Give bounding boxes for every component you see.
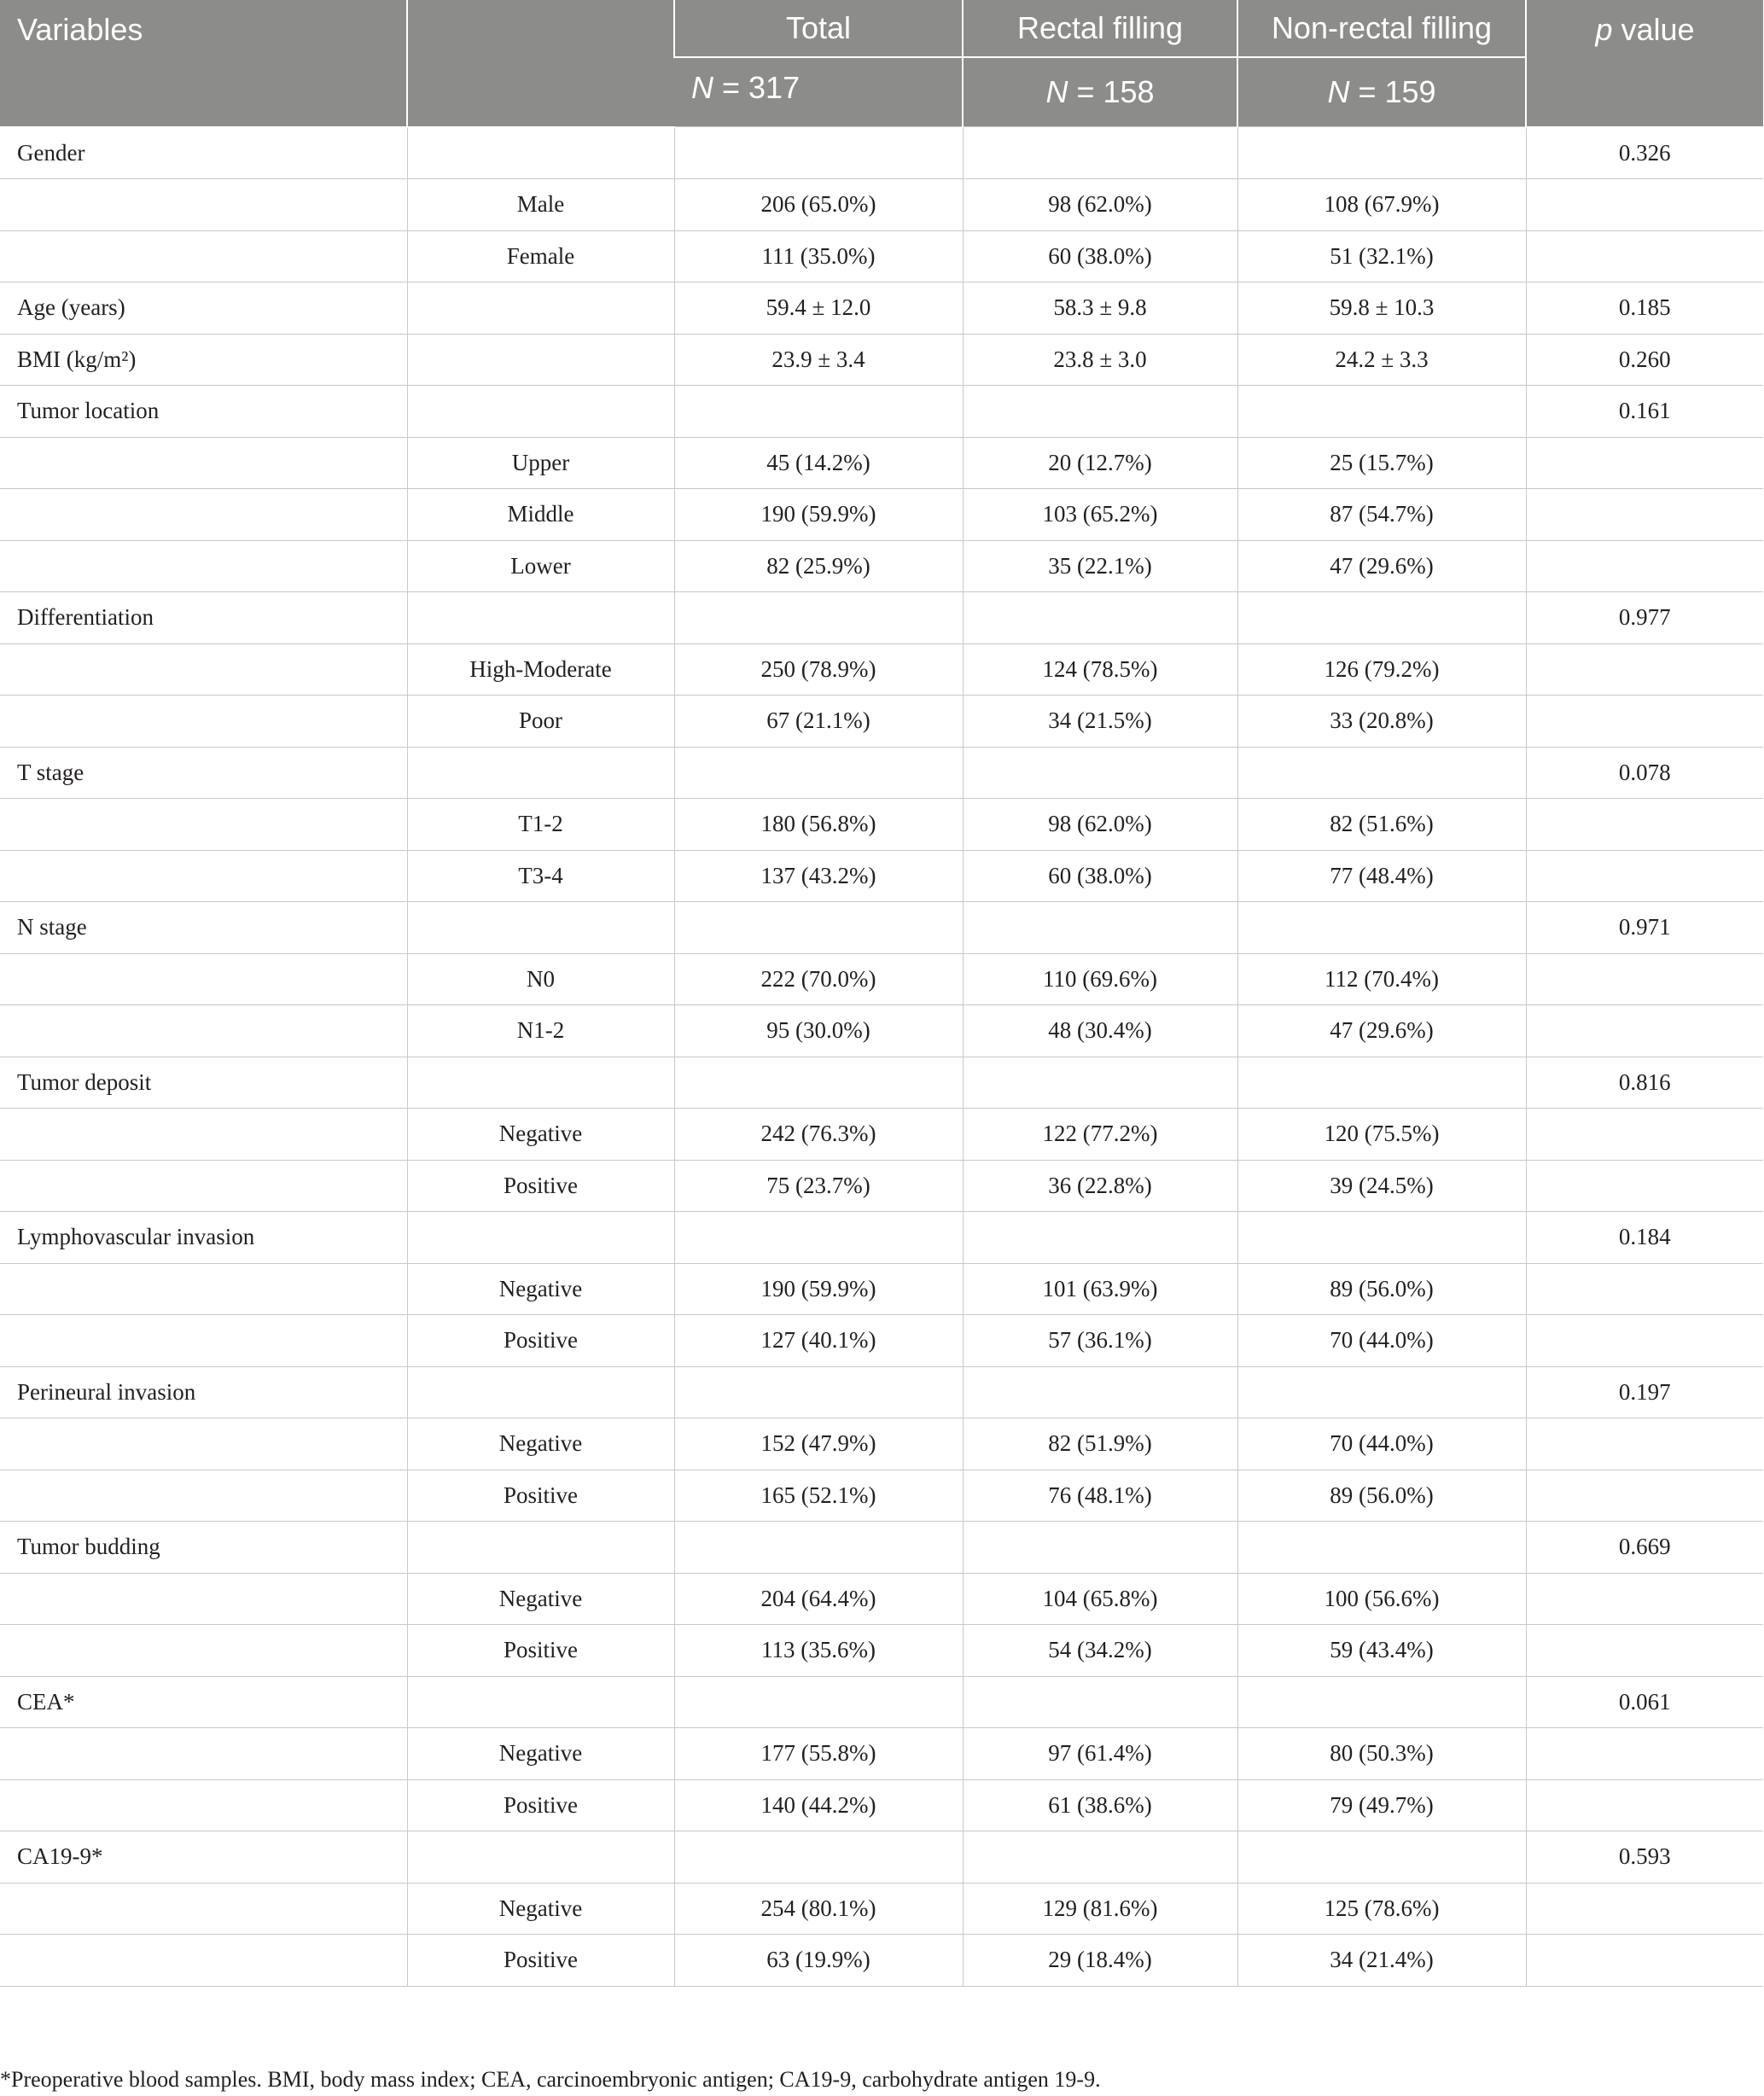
total-cell: 45 (14.2%): [674, 437, 963, 489]
total-cell: [674, 592, 963, 644]
rectal-filling-cell: 54 (34.2%): [963, 1625, 1237, 1677]
rectal-filling-cell: 129 (81.6%): [963, 1883, 1237, 1935]
total-cell: [674, 1057, 963, 1109]
non-rectal-filling-cell: 51 (32.1%): [1237, 230, 1526, 282]
subgroup-cell: Middle: [407, 489, 674, 541]
p-value-cell: 0.185: [1526, 282, 1763, 335]
table-row: [0, 1366, 1763, 1418]
total-cell: 177 (55.8%): [674, 1728, 963, 1780]
subgroup-cell: [407, 1676, 674, 1728]
p-value-cell: [1526, 540, 1763, 592]
p-value-cell: [1526, 1005, 1763, 1057]
header-variables: Variables: [0, 0, 407, 127]
table-row: [0, 1470, 1763, 1522]
subgroup-cell: Positive: [407, 1779, 674, 1831]
p-value-cell: [1526, 696, 1763, 748]
p-value-cell: 0.971: [1526, 902, 1763, 954]
rectal-filling-cell: 29 (18.4%): [963, 1935, 1237, 1987]
subgroup-cell: [407, 1057, 674, 1109]
subgroup-cell: Poor: [407, 696, 674, 748]
variable-cell: [0, 953, 407, 1005]
non-rectal-filling-cell: [1237, 1676, 1526, 1728]
p-value-cell: [1526, 1935, 1763, 1987]
non-rectal-filling-cell: 59.8 ± 10.3: [1237, 282, 1526, 335]
table-row: [0, 334, 1763, 386]
rectal-filling-cell: [963, 127, 1237, 179]
subgroup-cell: [407, 1522, 674, 1574]
p-value-cell: [1526, 1883, 1763, 1935]
variable-cell: CA19-9*: [0, 1831, 407, 1883]
table-row: [0, 953, 1763, 1005]
rectal-filling-cell: 36 (22.8%): [963, 1160, 1237, 1212]
table-row: [0, 1883, 1763, 1935]
non-rectal-filling-cell: 79 (49.7%): [1237, 1779, 1526, 1831]
p-value-cell: 0.326: [1526, 127, 1763, 179]
table-row: [0, 127, 1763, 179]
subgroup-cell: High-Moderate: [407, 643, 674, 696]
subgroup-cell: Negative: [407, 1883, 674, 1935]
subgroup-cell: Positive: [407, 1935, 674, 1987]
subgroup-cell: Positive: [407, 1315, 674, 1367]
table-row: [0, 643, 1763, 696]
p-value-cell: 0.078: [1526, 747, 1763, 799]
variable-cell: [0, 489, 407, 541]
rectal-filling-cell: [963, 1366, 1237, 1418]
n-value: = 159: [1349, 74, 1436, 109]
non-rectal-filling-cell: 77 (48.4%): [1237, 850, 1526, 902]
table-row: [0, 747, 1763, 799]
rectal-filling-cell: 101 (63.9%): [963, 1263, 1237, 1315]
subgroup-cell: Positive: [407, 1160, 674, 1212]
variable-cell: [0, 1005, 407, 1057]
subgroup-cell: Positive: [407, 1470, 674, 1522]
total-cell: 127 (40.1%): [674, 1315, 963, 1367]
variable-cell: [0, 643, 407, 696]
rectal-filling-cell: 98 (62.0%): [963, 179, 1237, 231]
table-row: [0, 1728, 1763, 1780]
non-rectal-filling-cell: 125 (78.6%): [1237, 1883, 1526, 1935]
table-row: [0, 1522, 1763, 1574]
rectal-filling-cell: [963, 1676, 1237, 1728]
non-rectal-filling-cell: [1237, 1366, 1526, 1418]
variable-cell: Tumor budding: [0, 1522, 407, 1574]
table-body: [0, 127, 1763, 1987]
total-cell: [674, 1831, 963, 1883]
n-symbol: N: [1327, 74, 1350, 109]
rectal-filling-cell: [963, 1057, 1237, 1109]
subgroup-cell: [407, 127, 674, 179]
p-value-cell: [1526, 1625, 1763, 1677]
header-p-value: [1526, 0, 1763, 127]
total-cell: 250 (78.9%): [674, 643, 963, 696]
p-value-cell: [1526, 1109, 1763, 1161]
table-row: [0, 1057, 1763, 1109]
rectal-filling-cell: 60 (38.0%): [963, 850, 1237, 902]
rectal-filling-cell: 48 (30.4%): [963, 1005, 1237, 1057]
p-value-cell: [1526, 799, 1763, 851]
header-rectal-filling: Rectal filling: [963, 0, 1237, 57]
non-rectal-filling-cell: 24.2 ± 3.3: [1237, 334, 1526, 386]
variable-cell: [0, 696, 407, 748]
total-cell: 95 (30.0%): [674, 1005, 963, 1057]
variable-cell: [0, 1779, 407, 1831]
non-rectal-filling-cell: [1237, 1522, 1526, 1574]
p-value-cell: 0.816: [1526, 1057, 1763, 1109]
total-cell: 63 (19.9%): [674, 1935, 963, 1987]
variable-cell: [0, 1625, 407, 1677]
total-cell: 190 (59.9%): [674, 1263, 963, 1315]
non-rectal-filling-cell: 34 (21.4%): [1237, 1935, 1526, 1987]
variable-cell: [0, 1263, 407, 1315]
rectal-filling-cell: 34 (21.5%): [963, 696, 1237, 748]
total-cell: 204 (64.4%): [674, 1573, 963, 1625]
subgroup-cell: [407, 747, 674, 799]
subgroup-cell: N0: [407, 953, 674, 1005]
non-rectal-filling-cell: 89 (56.0%): [1237, 1470, 1526, 1522]
p-value-cell: [1526, 1160, 1763, 1212]
non-rectal-filling-cell: 112 (70.4%): [1237, 953, 1526, 1005]
header-subgroup: [407, 0, 674, 127]
p-value-cell: [1526, 1418, 1763, 1470]
total-cell: 165 (52.1%): [674, 1470, 963, 1522]
variable-cell: [0, 1573, 407, 1625]
non-rectal-filling-cell: 33 (20.8%): [1237, 696, 1526, 748]
rectal-filling-cell: [963, 386, 1237, 438]
non-rectal-filling-cell: 59 (43.4%): [1237, 1625, 1526, 1677]
total-cell: 82 (25.9%): [674, 540, 963, 592]
subgroup-cell: [407, 282, 674, 335]
non-rectal-filling-cell: [1237, 1057, 1526, 1109]
p-value-cell: [1526, 1263, 1763, 1315]
table-row: [0, 1263, 1763, 1315]
variable-cell: Differentiation: [0, 592, 407, 644]
subgroup-cell: [407, 592, 674, 644]
total-cell: 140 (44.2%): [674, 1779, 963, 1831]
non-rectal-filling-cell: [1237, 127, 1526, 179]
variable-cell: T stage: [0, 747, 407, 799]
subgroup-cell: T1-2: [407, 799, 674, 851]
n-symbol: N: [691, 70, 713, 105]
table-header: [0, 0, 1763, 127]
table-row: [0, 179, 1763, 231]
variable-cell: Tumor deposit: [0, 1057, 407, 1109]
rectal-filling-cell: 61 (38.6%): [963, 1779, 1237, 1831]
subgroup-cell: Negative: [407, 1573, 674, 1625]
rectal-filling-cell: 122 (77.2%): [963, 1109, 1237, 1161]
non-rectal-filling-cell: [1237, 902, 1526, 954]
non-rectal-filling-cell: 120 (75.5%): [1237, 1109, 1526, 1161]
subgroup-cell: N1-2: [407, 1005, 674, 1057]
subgroup-cell: Positive: [407, 1625, 674, 1677]
variable-cell: N stage: [0, 902, 407, 954]
total-cell: 111 (35.0%): [674, 230, 963, 282]
non-rectal-filling-cell: 39 (24.5%): [1237, 1160, 1526, 1212]
p-value-cell: [1526, 489, 1763, 541]
p-value-cell: 0.161: [1526, 386, 1763, 438]
total-cell: 222 (70.0%): [674, 953, 963, 1005]
table-row: [0, 696, 1763, 748]
subgroup-cell: [407, 386, 674, 438]
variable-cell: Perineural invasion: [0, 1366, 407, 1418]
p-value-cell: [1526, 1779, 1763, 1831]
table-row: [0, 1109, 1763, 1161]
total-cell: 59.4 ± 12.0: [674, 282, 963, 335]
subgroup-cell: Upper: [407, 437, 674, 489]
non-rectal-filling-cell: [1237, 386, 1526, 438]
p-value-cell: [1526, 179, 1763, 231]
rectal-filling-cell: [963, 902, 1237, 954]
p-value-cell: 0.197: [1526, 1366, 1763, 1418]
table-row: [0, 1935, 1763, 1987]
subgroup-cell: [407, 1366, 674, 1418]
variable-cell: Tumor location: [0, 386, 407, 438]
rectal-filling-cell: 35 (22.1%): [963, 540, 1237, 592]
p-value-cell: [1526, 437, 1763, 489]
non-rectal-filling-cell: 47 (29.6%): [1237, 540, 1526, 592]
header-non-rectal-filling: Non-rectal filling: [1237, 0, 1526, 57]
rectal-filling-cell: 76 (48.1%): [963, 1470, 1237, 1522]
variable-cell: Age (years): [0, 282, 407, 335]
table-row: [0, 1779, 1763, 1831]
subgroup-cell: [407, 1212, 674, 1264]
total-cell: 242 (76.3%): [674, 1109, 963, 1161]
rectal-filling-cell: 58.3 ± 9.8: [963, 282, 1237, 335]
non-rectal-filling-cell: [1237, 592, 1526, 644]
n-value: = 317: [713, 70, 800, 105]
non-rectal-filling-cell: [1237, 747, 1526, 799]
subgroup-cell: [407, 334, 674, 386]
n-symbol: N: [1045, 74, 1068, 109]
table-row: [0, 799, 1763, 851]
variable-cell: [0, 1315, 407, 1367]
variable-cell: [0, 1935, 407, 1987]
total-cell: 190 (59.9%): [674, 489, 963, 541]
rectal-filling-cell: 124 (78.5%): [963, 643, 1237, 696]
rectal-filling-cell: 60 (38.0%): [963, 230, 1237, 282]
subgroup-cell: Female: [407, 230, 674, 282]
header-n-nonrectal: [1237, 57, 1526, 127]
p-value-cell: [1526, 230, 1763, 282]
non-rectal-filling-cell: 126 (79.2%): [1237, 643, 1526, 696]
rectal-filling-cell: 103 (65.2%): [963, 489, 1237, 541]
subgroup-cell: Male: [407, 179, 674, 231]
variable-cell: [0, 1728, 407, 1780]
table-footnote: *Preoperative blood samples. BMI, body mass index; CEA, carcinoembryonic antigen; CA19-9, carbohydrate antigen 19-9.: [0, 2067, 1101, 2092]
rectal-filling-cell: 104 (65.8%): [963, 1573, 1237, 1625]
header-total: Total: [674, 0, 963, 57]
p-value-cell: [1526, 1728, 1763, 1780]
rectal-filling-cell: [963, 1212, 1237, 1264]
p-value-cell: 0.061: [1526, 1676, 1763, 1728]
rectal-filling-cell: 82 (51.9%): [963, 1418, 1237, 1470]
total-cell: 254 (80.1%): [674, 1883, 963, 1935]
variable-cell: [0, 1109, 407, 1161]
header-n-rectal: [963, 57, 1237, 127]
non-rectal-filling-cell: 100 (56.6%): [1237, 1573, 1526, 1625]
table-row: [0, 1005, 1763, 1057]
rectal-filling-cell: 110 (69.6%): [963, 953, 1237, 1005]
rectal-filling-cell: 23.8 ± 3.0: [963, 334, 1237, 386]
total-cell: 180 (56.8%): [674, 799, 963, 851]
variable-cell: [0, 540, 407, 592]
p-value-cell: 0.669: [1526, 1522, 1763, 1574]
p-value-cell: [1526, 850, 1763, 902]
subgroup-cell: Negative: [407, 1263, 674, 1315]
subgroup-cell: Negative: [407, 1109, 674, 1161]
rectal-filling-cell: [963, 747, 1237, 799]
p-value-cell: 0.184: [1526, 1212, 1763, 1264]
variable-cell: CEA*: [0, 1676, 407, 1728]
total-cell: [674, 1676, 963, 1728]
variable-cell: [0, 437, 407, 489]
total-cell: 75 (23.7%): [674, 1160, 963, 1212]
non-rectal-filling-cell: 108 (67.9%): [1237, 179, 1526, 231]
variable-cell: Lymphovascular invasion: [0, 1212, 407, 1264]
table-row: [0, 489, 1763, 541]
variable-cell: [0, 799, 407, 851]
rectal-filling-cell: 98 (62.0%): [963, 799, 1237, 851]
total-cell: 137 (43.2%): [674, 850, 963, 902]
rectal-filling-cell: [963, 1522, 1237, 1574]
non-rectal-filling-cell: 89 (56.0%): [1237, 1263, 1526, 1315]
total-cell: [674, 1212, 963, 1264]
total-cell: 152 (47.9%): [674, 1418, 963, 1470]
total-cell: [674, 902, 963, 954]
total-cell: 67 (21.1%): [674, 696, 963, 748]
non-rectal-filling-cell: 80 (50.3%): [1237, 1728, 1526, 1780]
rectal-filling-cell: 97 (61.4%): [963, 1728, 1237, 1780]
header-p-italic: p: [1595, 12, 1613, 47]
non-rectal-filling-cell: 70 (44.0%): [1237, 1418, 1526, 1470]
header-p-rest: value: [1612, 12, 1695, 47]
p-value-cell: 0.593: [1526, 1831, 1763, 1883]
p-value-cell: 0.260: [1526, 334, 1763, 386]
subgroup-cell: [407, 1831, 674, 1883]
table-row: [0, 592, 1763, 644]
rectal-filling-cell: [963, 592, 1237, 644]
rectal-filling-cell: [963, 1831, 1237, 1883]
rectal-filling-cell: 57 (36.1%): [963, 1315, 1237, 1367]
table-row: [0, 902, 1763, 954]
header-row-labels: [0, 0, 1763, 57]
non-rectal-filling-cell: 70 (44.0%): [1237, 1315, 1526, 1367]
non-rectal-filling-cell: 25 (15.7%): [1237, 437, 1526, 489]
table-row: [0, 437, 1763, 489]
non-rectal-filling-cell: 47 (29.6%): [1237, 1005, 1526, 1057]
variable-cell: [0, 850, 407, 902]
subgroup-cell: Negative: [407, 1418, 674, 1470]
p-value-cell: 0.977: [1526, 592, 1763, 644]
variable-cell: Gender: [0, 127, 407, 179]
table-row: [0, 1831, 1763, 1883]
total-cell: [674, 386, 963, 438]
total-cell: 113 (35.6%): [674, 1625, 963, 1677]
table-row: [0, 282, 1763, 335]
p-value-cell: [1526, 1470, 1763, 1522]
n-value: = 158: [1068, 74, 1155, 109]
table-row: [0, 1573, 1763, 1625]
variable-cell: BMI (kg/m²): [0, 334, 407, 386]
table-row: [0, 1315, 1763, 1367]
p-value-cell: [1526, 643, 1763, 696]
p-value-cell: [1526, 953, 1763, 1005]
total-cell: [674, 1522, 963, 1574]
table-row: [0, 1418, 1763, 1470]
total-cell: 206 (65.0%): [674, 179, 963, 231]
total-cell: [674, 1366, 963, 1418]
table-row: [0, 1625, 1763, 1677]
total-cell: 23.9 ± 3.4: [674, 334, 963, 386]
p-value-cell: [1526, 1573, 1763, 1625]
variable-cell: [0, 1470, 407, 1522]
subgroup-cell: Negative: [407, 1728, 674, 1780]
table-row: [0, 1676, 1763, 1728]
rectal-filling-cell: 20 (12.7%): [963, 437, 1237, 489]
variable-cell: [0, 1883, 407, 1935]
subgroup-cell: T3-4: [407, 850, 674, 902]
non-rectal-filling-cell: [1237, 1831, 1526, 1883]
subgroup-cell: Lower: [407, 540, 674, 592]
table-row: [0, 1212, 1763, 1264]
non-rectal-filling-cell: 87 (54.7%): [1237, 489, 1526, 541]
p-value-cell: [1526, 1315, 1763, 1367]
variable-cell: [0, 179, 407, 231]
variable-cell: [0, 1160, 407, 1212]
table-row: [0, 850, 1763, 902]
non-rectal-filling-cell: [1237, 1212, 1526, 1264]
total-cell: [674, 127, 963, 179]
table-row: [0, 540, 1763, 592]
variable-cell: [0, 230, 407, 282]
variable-cell: [0, 1418, 407, 1470]
header-n-total: [674, 57, 963, 127]
subgroup-cell: [407, 902, 674, 954]
table-row: [0, 230, 1763, 282]
table-row: [0, 1160, 1763, 1212]
table-row: [0, 386, 1763, 438]
non-rectal-filling-cell: 82 (51.6%): [1237, 799, 1526, 851]
total-cell: [674, 747, 963, 799]
